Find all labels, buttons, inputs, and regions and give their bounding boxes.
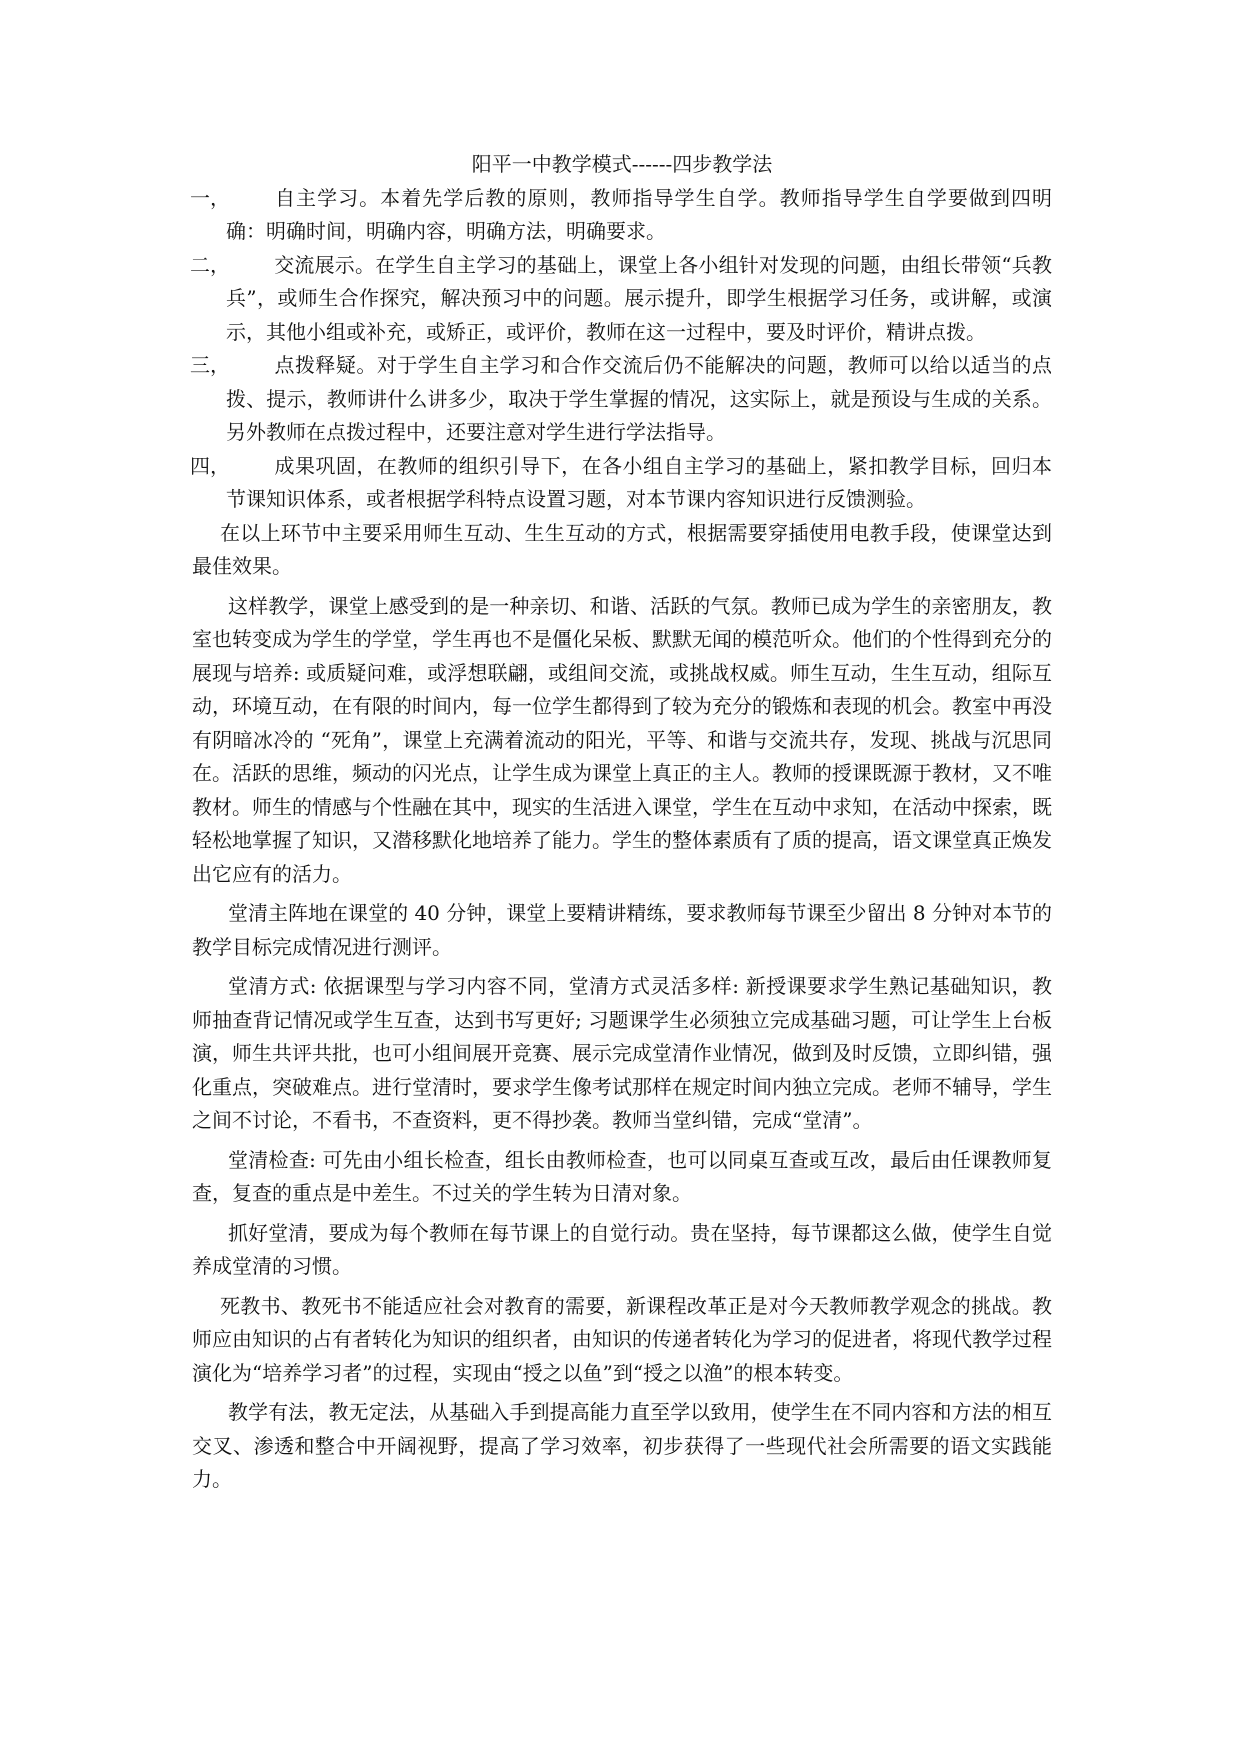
- paragraph-teaching-reform: 死教书、教死书不能适应社会对教育的需要，新课程改革正是对今天教师教学观念的挑战。教师应由知识的占有者转化为知识的组织者，由知识的传递者转化为学习的促进者，将现代教学过程演化为“培养学习者”的过程，实现由“授之以鱼”到“授之以渔”的根本转变。: [192, 1293, 1052, 1385]
- step-item-4: [192, 450, 1052, 517]
- step-number: 四，: [190, 453, 230, 478]
- document-page: [192, 148, 1052, 1497]
- step-number: 一，: [190, 185, 230, 210]
- step-text: 交流展示。在学生自主学习的基础上，课堂上各小组针对发现的问题，由组长带领“兵教兵”，或师生合作探究，解决预习中的问题。展示提升，即学生根据学习任务，或讲解，或演示，其他小组或补充，或矫正，或评价，教师在这一过程中，要及时评价，精讲点拨。: [226, 252, 1052, 344]
- step-text: 成果巩固，在教师的组织引导下，在各小组自主学习的基础上，紧扣教学目标，回归本节课知识体系，或者根据学科特点设置习题，对本节课内容知识进行反馈测验。: [226, 453, 1052, 511]
- paragraph-tangqing-check: 堂清检查: 可先由小组长检查，组长由教师检查，也可以同桌互查或互改，最后由任课教师复查，复查的重点是中差生。不过关的学生转为日清对象。: [192, 1147, 1052, 1205]
- step-number: 三，: [190, 353, 230, 377]
- step-item-2: [192, 249, 1052, 350]
- paragraph-tangqing-habit: 抓好堂清，要成为每个教师在每节课上的自觉行动。贵在坚持，每节课都这么做，使学生自觉养成堂清的习惯。: [192, 1220, 1052, 1278]
- paragraph-tangqing-main: 堂清主阵地在课堂的 40 分钟，课堂上要精讲精练，要求教师每节课至少留出 8 分钟对本节的教学目标完成情况进行测评。: [192, 901, 1052, 959]
- step-text: 点拨释疑。对于学生自主学习和合作交流后仍不能解决的问题，教师可以给以适当的点拨、提示，教师讲什么讲多少，取决于学生掌握的情况，这实际上，就是预设与生成的关系。另外教师在点拨过程中，还要注意对学生进行学法指导。: [226, 353, 1052, 444]
- step-text: 自主学习。本着先学后教的原则，教师指导学生自学。教师指导学生自学要做到四明确：明确时间，明确内容，明确方法，明确要求。: [226, 185, 1052, 243]
- document-title: 阳平一中教学模式------四步教学法: [471, 152, 773, 176]
- step-item-1: [192, 182, 1052, 249]
- step-item-3: [192, 349, 1052, 450]
- step-number: 二，: [190, 252, 230, 277]
- paragraph-classroom-atmosphere: 这样教学，课堂上感受到的是一种亲切、和谐、活跃的气氛。教师已成为学生的亲密朋友，教室也转变成为学生的学堂，学生再也不是僵化呆板、默默无闻的模范听众。他们的个性得到充分的展现与培养: 或质疑问难，或浮想联翩，或组间交流，或挑战权威。师生互动，生生互动，组际互动，环境互动，在有限的时间内，每一位学生都得到了较为充分的锻炼和表现的机会。教室中再没有阴暗冰冷的 “死角”，课堂上充满着流动的阳光，平等、和谐与交流共存，发现、挑战与沉思同在。活跃的思维，频动的闪光点，让学生成为课堂上真正的主人。教师的授课既源于教材，又不唯教材。师生的情感与个性融在其中，现实的生活进入课堂，学生在互动中求知，在活动中探索，既轻松地掌握了知识，又潜移默化地培养了能力。学生的整体素质有了质的提高，语文课堂真正焕发出它应有的活力。: [192, 593, 1052, 886]
- paragraph-conclusion: 教学有法，教无定法，从基础入手到提高能力直至学以致用，使学生在不同内容和方法的相互交叉、渗透和整合中开阔视野，提高了学习效率，初步获得了一些现代社会所需要的语文实践能力。: [192, 1400, 1052, 1491]
- paragraph-summary: 在以上环节中主要采用师生互动、生生互动的方式，根据需要穿插使用电教手段，使课堂达到最佳效果。: [192, 520, 1052, 578]
- paragraph-tangqing-method: 堂清方式: 依据课型与学习内容不同，堂清方式灵活多样: 新授课要求学生熟记基础知识，教师抽查背记情况或学生互查，达到书写更好; 习题课学生必须独立完成基础习题，可让学生上台板演，师生共评共批，也可小组间展开竞赛、展示完成堂清作业情况，做到及时反馈，立即纠错，强化重点，突破难点。进行堂清时，要求学生像考试那样在规定时间内独立完成。老师不辅导，学生之间不讨论，不看书，不查资料，更不得抄袭。教师当堂纠错，完成“堂清”。: [192, 974, 1052, 1132]
